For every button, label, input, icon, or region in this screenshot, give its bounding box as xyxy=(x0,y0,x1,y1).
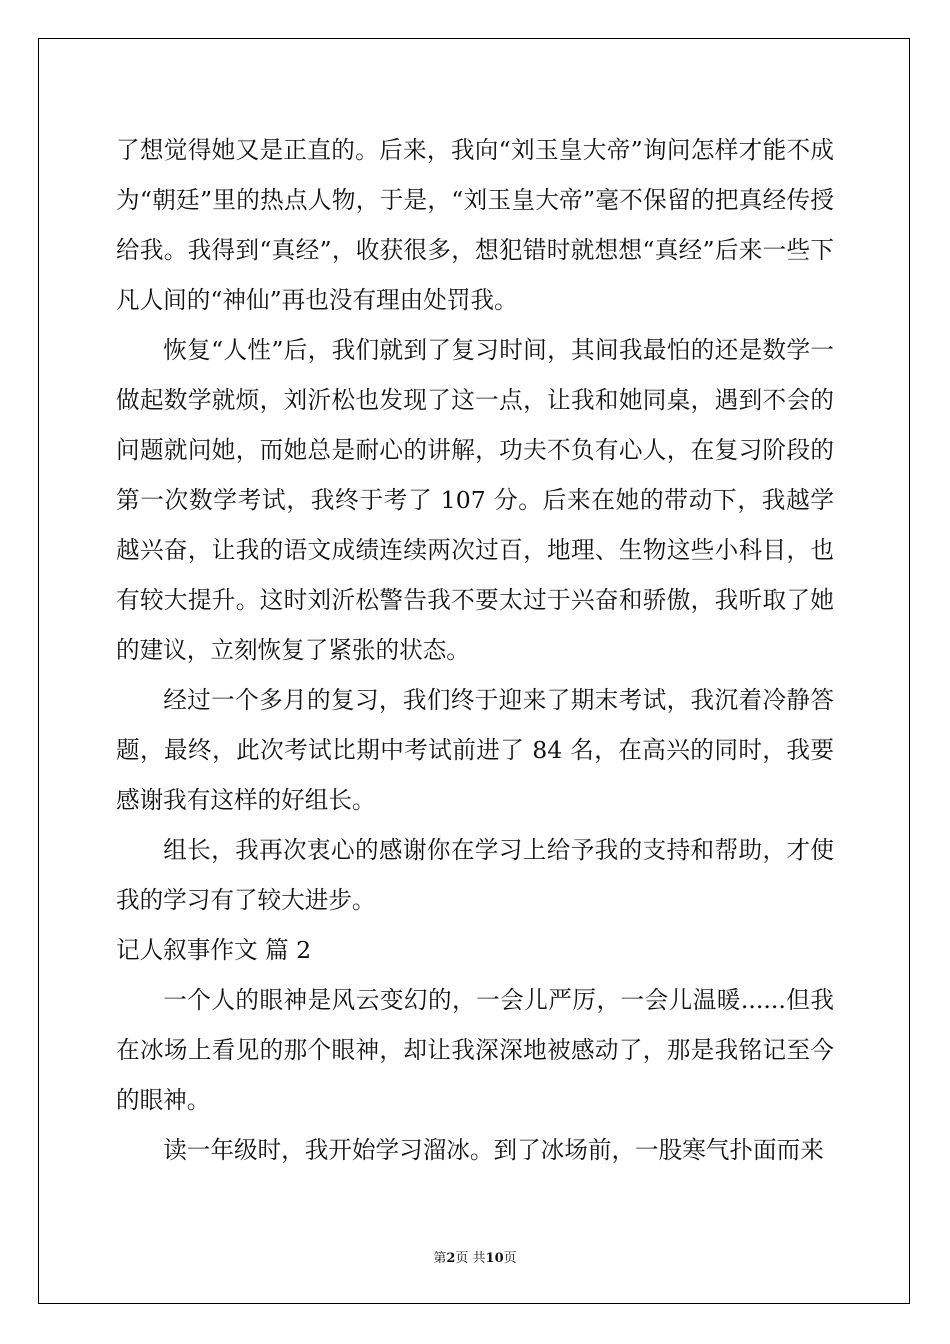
page-current: 2 xyxy=(446,1251,456,1266)
page-suffix: 页 xyxy=(503,1251,517,1266)
paragraph-1: 了想觉得她又是正直的。后来，我向“刘玉皇大帝”询问怎样才能不成为“朝廷”里的热点人物，于是，“刘玉皇大帝”毫不保留的把真经传授给我。我得到“真经”，收获很多，想犯错时就想想“真经”后来一些下凡人间的“神仙”再也没有理由处罚我。 xyxy=(116,136,834,314)
document-body xyxy=(116,125,834,1175)
paragraph-5: 一个人的眼神是风云变幻的，一会儿严厉，一会儿温暖......但我在冰场上看见的那个眼神，却让我深深地被感动了，那是我铭记至今的眼神。 xyxy=(116,986,834,1114)
page-prefix: 第 xyxy=(433,1251,447,1266)
paragraph-3: 经过一个多月的复习，我们终于迎来了期末考试，我沉着冷静答题，最终，此次考试比期中考试前进了 84 名，在高兴的同时，我要感谢我有这样的好组长。 xyxy=(116,686,834,814)
page-mid: 页 共 xyxy=(455,1251,486,1266)
page-footer xyxy=(0,1247,950,1266)
paragraph-2: 恢复“人性”后，我们就到了复习时间，其间我最怕的还是数学一做起数学就烦，刘沂松也发现了这一点，让我和她同桌，遇到不会的问题就问她，而她总是耐心的讲解，功夫不负有心人，在复习阶段的第一次数学考试，我终于考了 107 分。后来在她的带动下，我越学越兴奋，让我的语文成绩连续两次过百，地理、生物这些小科目，也有较大提升。这时刘沂松警告我不要太过于兴奋和骄傲，我听取了她的建议，立刻恢复了紧张的状态。 xyxy=(116,336,834,664)
paragraph-4: 组长，我再次衷心的感谢你在学习上给予我的支持和帮助，才使我的学习有了较大进步。 xyxy=(116,836,834,914)
section-heading: 记人叙事作文 篇 2 xyxy=(116,936,312,964)
paragraph-6: 读一年级时，我开始学习溜冰。到了冰场前，一股寒气扑面而来 xyxy=(163,1136,824,1164)
page-total: 10 xyxy=(485,1251,504,1266)
